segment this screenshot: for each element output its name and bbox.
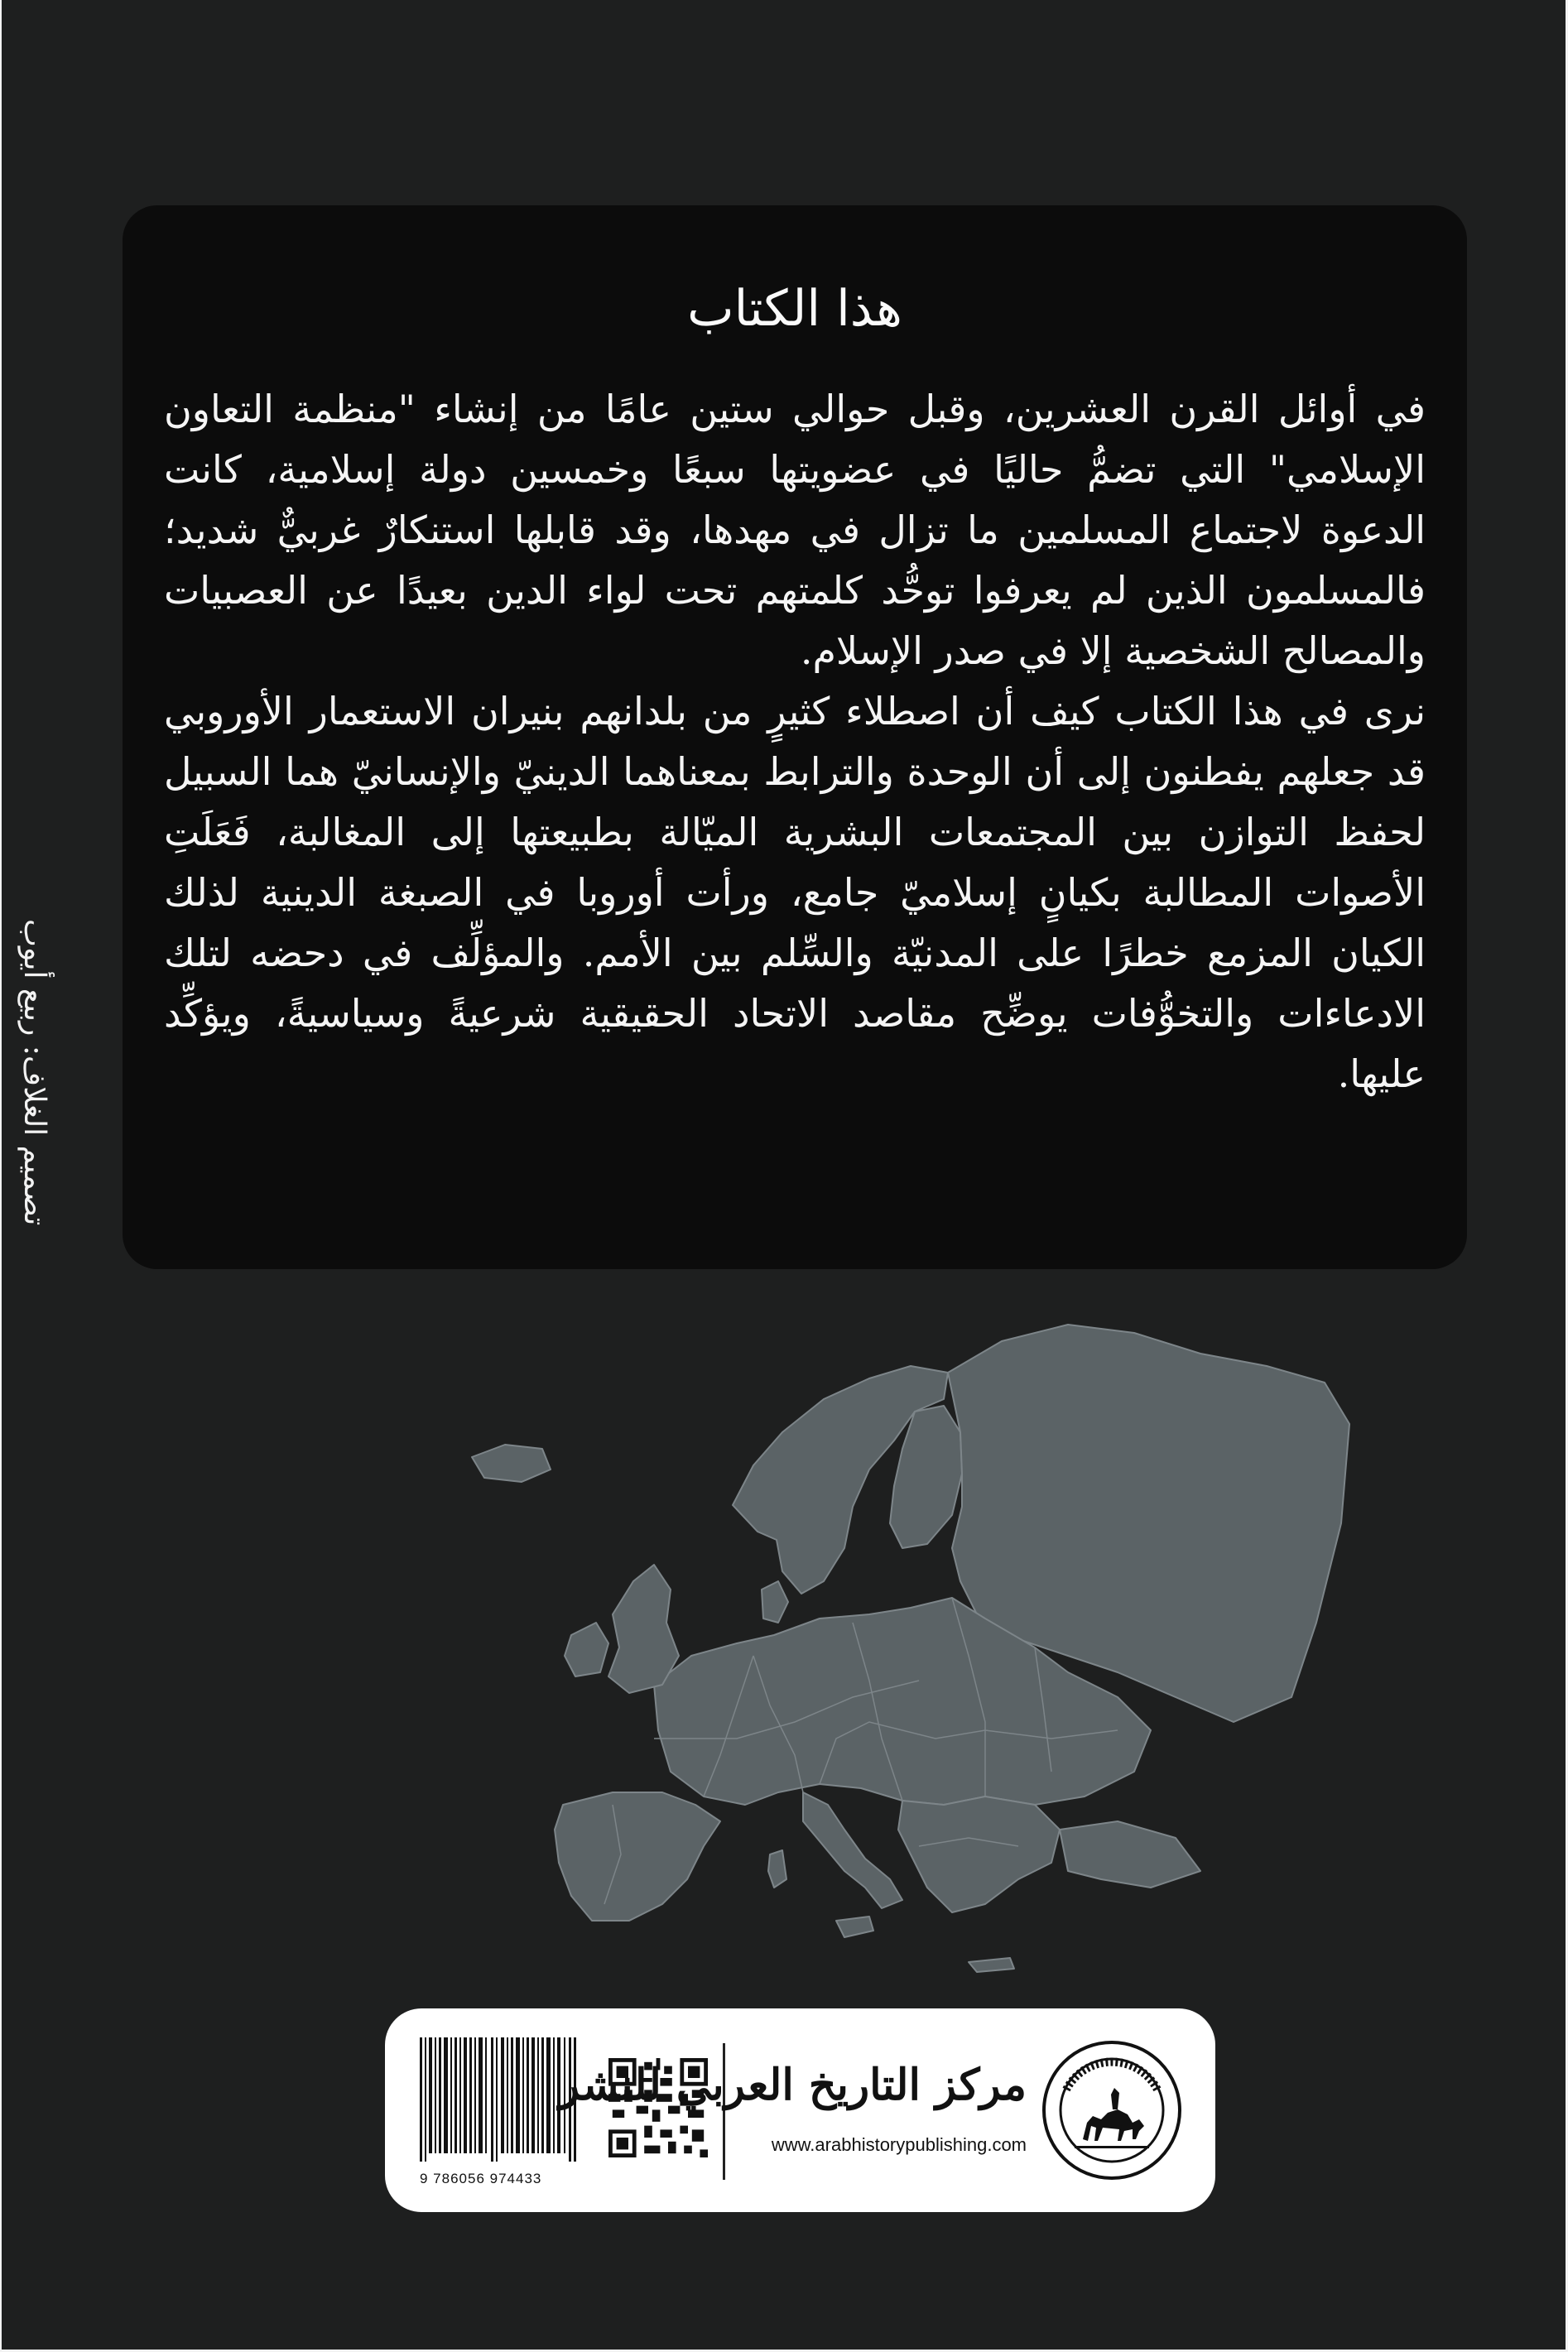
- map-denmark: [762, 1581, 788, 1623]
- map-sardinia: [768, 1850, 786, 1888]
- map-great-britain: [608, 1565, 679, 1693]
- publisher-name: مركز التاريخ العربي للنشر: [559, 2060, 1027, 2110]
- map-balkans: [898, 1796, 1060, 1912]
- synopsis-title: هذا الكتاب: [687, 280, 902, 338]
- map-anatolia: [1060, 1821, 1200, 1888]
- map-italy: [803, 1792, 902, 1908]
- map-ireland: [565, 1623, 608, 1676]
- synopsis-box: [123, 205, 1467, 1269]
- synopsis-body: [164, 379, 1426, 1104]
- cover-design-credit: تصميم الغلاف: ربيع أيوب: [17, 919, 51, 1226]
- isbn-digits: 9 786056 974433: [420, 2171, 542, 2186]
- publisher-url[interactable]: www.arabhistorypublishing.com: [771, 2134, 1027, 2155]
- map-iberia: [555, 1792, 720, 1921]
- synopsis-paragraph-2: نرى في هذا الكتاب كيف أن اصطلاء كثيرٍ من بلدانهم بنيران الاستعمار الأوروبي قد جعلهم يفطنون إلى أن الوحدة والترابط بمعناهما الدينيّ والإنسانيّ هما السبيل لحفظ التوازن بين المجتمعات البشرية الميّالة بطبيعتها إلى المغالبة، فَعَلَتِ الأصوات المطالبة بكيانٍ إسلاميّ جامع، ورأت أوروبا في الصبغة الدينية لذلك الكيان المزمع خطرًا على المدنيّة والسِّلم بين الأمم. والمؤلِّف في دحضه لتلك الادعاءات والتخوُّفات يوضِّح مقاصد الاتحاد الحقيقية شرعيةً وسياسيةً، ويؤكِّد عليها.: [164, 689, 1426, 1096]
- publisher-bar: [385, 2008, 1215, 2212]
- map-iceland: [472, 1445, 551, 1482]
- publisher-logo-seal: [1041, 2040, 1182, 2181]
- map-crete: [969, 1958, 1014, 1972]
- map-sicily: [836, 1917, 873, 1937]
- synopsis-paragraph-1: في أوائل القرن العشرين، وقبل حوالي ستين عامًا من إنشاء "منظمة التعاون الإسلامي" التي تضمُّ حاليًا في عضويتها سبعًا وخمسين دولة إسلامية، كانت الدعوة لاجتماع المسلمين ما تزال في مهدها، وقد قابلها استنكارٌ غربيٌّ شديد؛ فالمسلمون الذين لم يعرفوا توحُّد كلمتهم تحت لواء الدين بعيدًا عن العصبيات والمصالح الشخصية إلا في صدر الإسلام.: [164, 387, 1426, 673]
- isbn-barcode: [420, 2037, 577, 2162]
- europe-map-image: [406, 1308, 1358, 1987]
